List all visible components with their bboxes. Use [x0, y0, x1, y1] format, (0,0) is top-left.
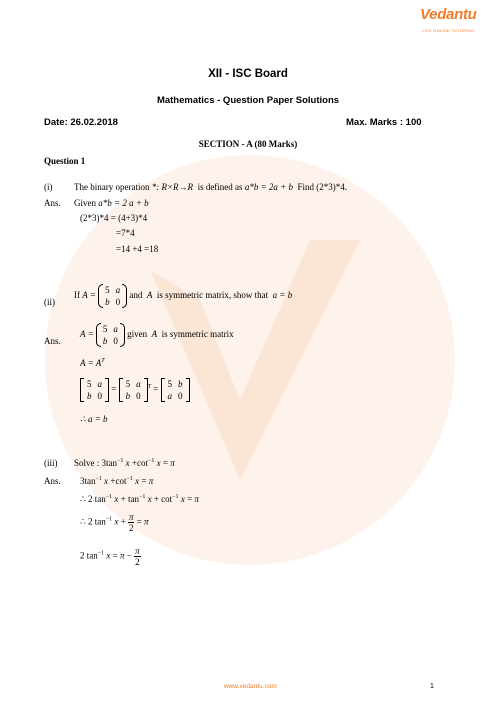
q1-step2: =7*4: [116, 228, 135, 238]
q3-step4: 2 $\tan^{-1} x = \pi$ − $\frac{\pi}{2}$: [80, 546, 140, 567]
paper-subtitle: Mathematics - Question Paper Solutions: [156, 95, 340, 106]
footer-url-link[interactable]: www.vedantu.com: [224, 683, 277, 690]
matrix-middle: 5 a b 0: [119, 378, 148, 402]
board-title: XII - ISC Board: [208, 68, 288, 80]
fraction-pi-over-2: $\frac{\pi}{2}$: [128, 512, 134, 533]
paper-date: Date: 26.02.2018: [44, 117, 118, 128]
q1-step3: =14 +4 =18: [116, 244, 159, 254]
q2-conclusion: ∴ a = b: [80, 414, 108, 424]
matrix-a-given: 5 a b 0: [96, 323, 125, 347]
q1-step1: (2*3)*4 = (4+3)*4: [80, 213, 148, 223]
question-heading: Question 1: [44, 156, 86, 166]
q3-step1: $3\tan^{-1}$ $x +\cot^{-1}$ x = π: [80, 476, 154, 486]
q3-step3: ∴ 2 $\tan^{-1} x$ + $\frac{\pi}{2}$ = π: [80, 512, 149, 533]
fraction-pi-over-2-b: $\frac{\pi}{2}$: [135, 546, 140, 567]
q2-matrix-equation: 5 a b 0 = 5 a b 0 $^T$ = 5 b a 0: [80, 378, 190, 402]
matrix-right: 5 b a 0: [161, 378, 190, 402]
q2-statement: If A = 5 a b 0 and A is symmetric matrix, show that a = b: [74, 285, 293, 307]
q2-given: A = 5 a b 0 given A is symmetric matrix: [80, 324, 234, 346]
matrix-left: 5 a b 0: [80, 378, 109, 402]
ans-label-ii: Ans.: [44, 336, 61, 346]
q3-step2: ∴ 2 $\tan^{-1} x + \tan^{-1} x + \cot^{-1} x = \pi$: [80, 494, 199, 504]
section-heading: SECTION - A (80 Marks): [198, 139, 298, 149]
page-number: 1: [430, 683, 434, 690]
part-label-ii: (ii): [44, 297, 55, 307]
q1-statement: The binary operation *: R×R→R is defined as a*b = 2a + b Find (2*3)*4.: [74, 182, 347, 192]
max-marks: Max. Marks : 100: [346, 117, 422, 128]
part-label-iii: (iii): [44, 458, 58, 468]
vedantu-logo[interactable]: Vedantu LIVE ONLINE TUTORING: [420, 6, 477, 33]
matrix-a: 5 a b 0: [98, 284, 127, 308]
part-label-i: (i): [44, 182, 53, 192]
ans-label-iii: Ans.: [44, 476, 61, 486]
q2-step-transpose: $A = A^T$: [80, 358, 105, 368]
q1-given: Given a*b = 2 a + b: [74, 198, 149, 208]
q3-statement: Solve : $3\tan^{-1}$ $x +\cot^{-1}$ x = π: [74, 458, 175, 468]
ans-label: Ans.: [44, 198, 61, 208]
